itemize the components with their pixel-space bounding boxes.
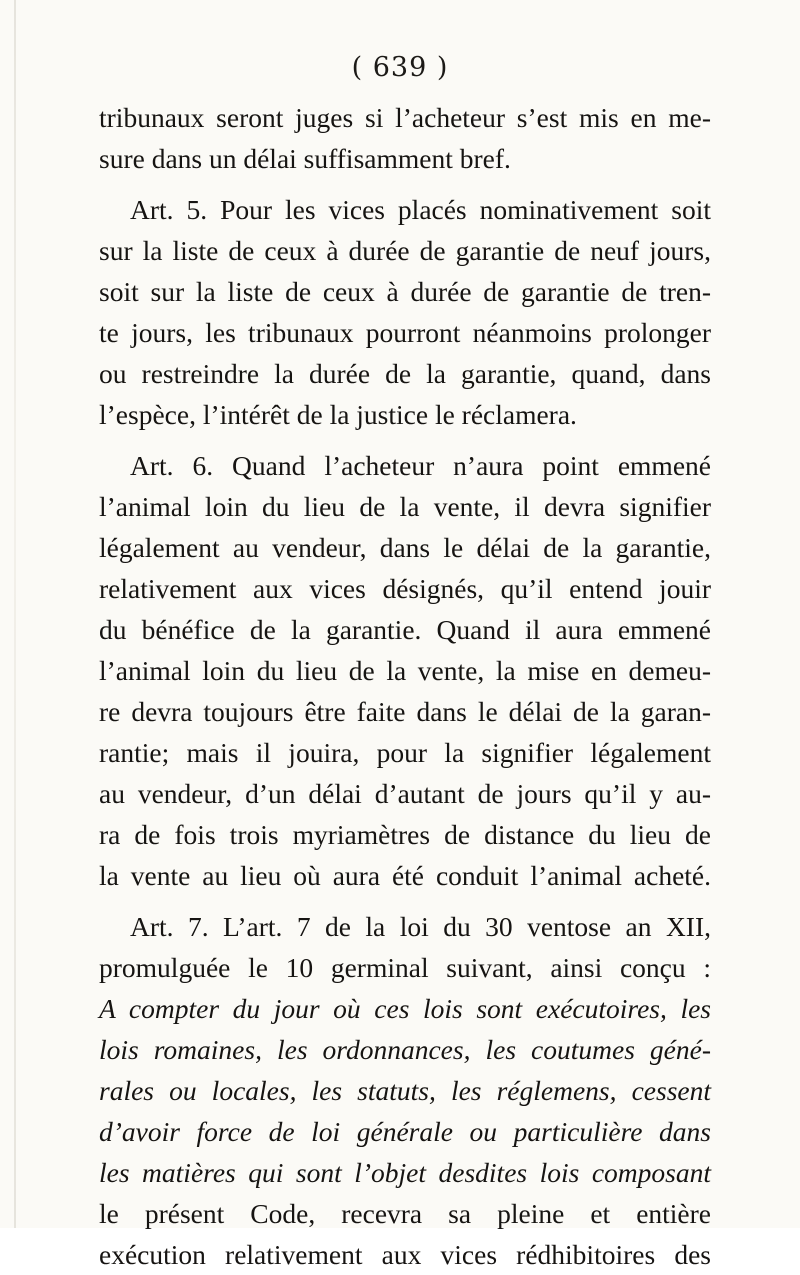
text-line: rantie; mais il jouira, pour la signifier légalement [99, 737, 711, 768]
text-line: ra de fois trois myriamètres de distance du lieu de [99, 819, 711, 850]
quoted-law-line: A compter du jour où ces lois sont exécutoires, les [99, 993, 711, 1024]
quoted-law-line: lois romaines, les ordonnances, les coutumes géné- [99, 1034, 711, 1065]
page-number: ( 639 ) [351, 52, 449, 83]
text-line: sur la liste de ceux à durée de garantie de neuf jours, [99, 235, 711, 266]
text-line: au vendeur, d’un délai d’autant de jours qu’il y au- [99, 778, 711, 809]
quoted-law-line: rales ou locales, les statuts, les réglemens, cessent [99, 1075, 711, 1106]
text-line: l’animal loin du lieu de la vente, la mise en demeu- [99, 655, 711, 686]
text-line: soit sur la liste de ceux à durée de garantie de tren- [99, 276, 711, 307]
text-line: relativement aux vices désignés, qu’il entend jouir [99, 573, 711, 604]
text-line: légalement au vendeur, dans le délai de la garantie, [99, 532, 711, 563]
text-line: tribunaux seront juges si l’acheteur s’est mis en me- [99, 102, 711, 133]
text-line: l’animal loin du lieu de la vente, il devra signifier [99, 491, 711, 522]
quoted-law-line: d’avoir force de loi générale ou particulière dans [99, 1116, 711, 1147]
text-line: re devra toujours être faite dans le délai de la garan- [99, 696, 711, 727]
text-line: l’espèce, l’intérêt de la justice le réclamera. [99, 399, 577, 430]
article-6-first-line: Art. 6. Quand l’acheteur n’aura point emmené [130, 450, 711, 481]
article-5-first-line: Art. 5. Pour les vices placés nominativement soit [130, 194, 711, 225]
quoted-law-line: les matières qui sont l’objet desdites lois composant [99, 1157, 711, 1188]
text-line: ou restreindre la durée de la garantie, quand, dans [99, 358, 711, 389]
text-line: promulguée le 10 germinal suivant, ainsi conçu : [99, 952, 711, 983]
text-line: du bénéfice de la garantie. Quand il aura emmené [99, 614, 711, 645]
article-7-first-line: Art. 7. L’art. 7 de la loi du 30 ventose an XII, [130, 911, 711, 942]
text-line: le présent Code, recevra sa pleine et entière [99, 1198, 711, 1229]
text-line: sure dans un délai suffisamment bref. [99, 143, 511, 174]
text-line: te jours, les tribunaux pourront néanmoins prolonger [99, 317, 711, 348]
page-text [99, 97, 711, 1275]
text-line: exécution relativement aux vices rédhibitoires des [99, 1239, 711, 1270]
text-line: la vente au lieu où aura été conduit l’animal acheté. [99, 860, 711, 891]
